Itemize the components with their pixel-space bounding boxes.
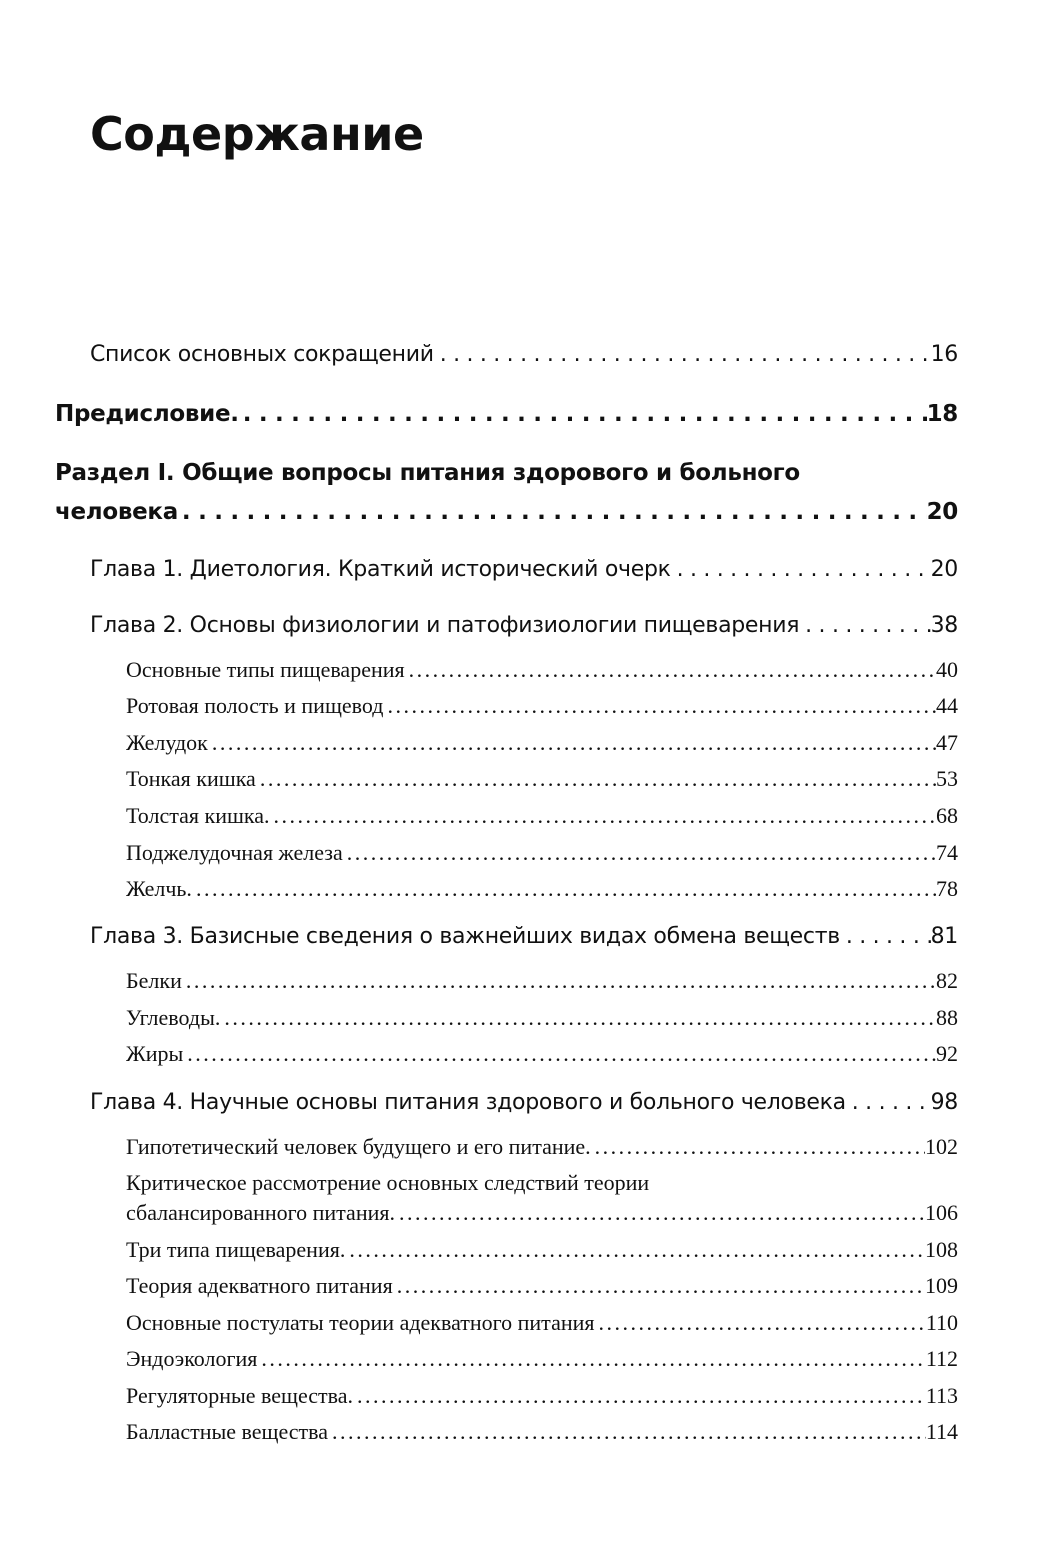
leader-dots (846, 1088, 931, 1118)
leader-dots (239, 398, 927, 430)
toc-entry-page: 106 (925, 1200, 958, 1225)
leader-dots (405, 655, 936, 685)
toc-subentry[interactable] (126, 966, 958, 996)
page-title: Содержание (90, 107, 424, 161)
toc-entry-page: 108 (925, 1237, 958, 1262)
toc-entry-label: Балластные вещества (126, 1419, 329, 1444)
toc-entry-page: 113 (925, 1383, 958, 1408)
toc-entry-label: человека (55, 499, 178, 525)
toc-entry-chapter-1[interactable] (90, 555, 958, 585)
toc-entry-label: Регуляторные вещества. (126, 1383, 354, 1408)
toc-subentry[interactable] (126, 874, 958, 904)
toc-entry-label: Глава 1. Диетология. Краткий исторический очерк (90, 557, 671, 582)
toc-entry-page: 44 (936, 693, 958, 718)
toc-entry-page: 16 (930, 342, 958, 367)
leader-dots (183, 1039, 936, 1069)
toc-entry-page: 109 (925, 1273, 958, 1298)
toc-entry-page: 53 (936, 766, 958, 791)
toc-entry-label: Тонкая кишка (126, 766, 256, 791)
leader-dots (671, 555, 931, 585)
toc-subentry[interactable] (126, 1344, 958, 1374)
toc-entry-chapter-4[interactable] (90, 1088, 958, 1118)
leader-dots (208, 728, 936, 758)
toc-subentry[interactable] (126, 728, 958, 758)
toc-subentry[interactable] (126, 1003, 958, 1033)
toc-entry-part1[interactable] (55, 496, 958, 528)
leader-dots (270, 801, 936, 831)
toc-entry-label: Три типа пищеварения. (126, 1237, 346, 1262)
toc-subentry[interactable] (126, 801, 958, 831)
toc-subentry[interactable] (126, 691, 958, 721)
toc-entry-label: Предисловие. (55, 401, 239, 427)
toc-part-title-line1[interactable]: Раздел I. Общие вопросы питания здорового и больного (55, 460, 800, 486)
leader-dots (840, 922, 931, 952)
toc-entry-abbreviations[interactable] (90, 340, 958, 370)
toc-entry-label: Желчь. (126, 876, 192, 901)
leader-dots (182, 966, 936, 996)
toc-entry-page: 20 (926, 499, 958, 525)
toc-entry-label: Поджелудочная железа (126, 840, 343, 865)
leader-dots (345, 1235, 925, 1265)
leader-dots (595, 1308, 926, 1338)
toc-entry-page: 82 (936, 968, 958, 993)
toc-subentry[interactable] (126, 1417, 958, 1447)
toc-entry-label: Ротовая полость и пищевод (126, 693, 384, 718)
toc-entry-label: Основные постулаты теории адекватного питания (126, 1310, 595, 1335)
toc-entry-page: 112 (925, 1346, 958, 1371)
toc-subentry[interactable] (126, 1039, 958, 1069)
toc-entry-page: 68 (936, 803, 958, 828)
toc-entry-page: 114 (925, 1419, 958, 1444)
toc-entry-label: Белки (126, 968, 182, 993)
toc-subentry-line1[interactable]: Критическое рассмотрение основных следствий теории (126, 1170, 650, 1195)
toc-subentry[interactable] (126, 655, 958, 685)
toc-entry-label: Основные типы пищеварения (126, 657, 405, 682)
toc-entry-label: Глава 4. Научные основы питания здорового и больного человека (90, 1090, 846, 1115)
leader-dots (220, 1003, 936, 1033)
leader-dots (395, 1198, 925, 1228)
leader-dots (383, 691, 936, 721)
toc-entry-label: Глава 3. Базисные сведения о важнейших видах обмена веществ (90, 924, 840, 949)
toc-subentry[interactable] (126, 1381, 958, 1411)
toc-entry-page: 81 (930, 924, 958, 949)
toc-subentry[interactable] (126, 1308, 958, 1338)
toc-entry-label: Глава 2. Основы физиологии и патофизиологии пищеварения (90, 613, 800, 638)
toc-entry-label: Толстая кишка. (126, 803, 270, 828)
toc-entry-page: 18 (926, 401, 958, 427)
toc-subentry[interactable] (126, 1235, 958, 1265)
toc-entry-page: 98 (930, 1090, 958, 1115)
toc-entry-chapter-2[interactable] (90, 611, 958, 641)
toc-subentry[interactable] (126, 838, 958, 868)
leader-dots (591, 1132, 925, 1162)
toc-entry-label: Желудок (126, 730, 208, 755)
leader-dots (192, 874, 936, 904)
toc-entry-page: 88 (936, 1005, 958, 1030)
toc-entry-page: 110 (925, 1310, 958, 1335)
toc-entry-label: Гипотетический человек будущего и его питание. (126, 1134, 591, 1159)
leader-dots (257, 1344, 925, 1374)
toc-entry-page: 47 (936, 730, 958, 755)
toc-entry-label: Углеводы. (126, 1005, 221, 1030)
toc-entry-label: Теория адекватного питания (126, 1273, 393, 1298)
toc-entry-preface[interactable] (55, 398, 958, 430)
toc-entry-page: 38 (930, 613, 958, 638)
toc-entry-page: 78 (936, 876, 958, 901)
toc-subentry[interactable] (126, 1132, 958, 1162)
leader-dots (353, 1381, 926, 1411)
toc-entry-page: 74 (936, 840, 958, 865)
toc-entry-page: 102 (925, 1134, 958, 1159)
toc-entry-page: 20 (930, 557, 958, 582)
leader-dots (434, 340, 931, 370)
leader-dots (799, 611, 930, 641)
toc-entry-page: 92 (936, 1041, 958, 1066)
toc-subentry[interactable] (126, 764, 958, 794)
toc-subentry[interactable] (126, 1271, 958, 1301)
leader-dots (343, 838, 936, 868)
toc-entry-page: 40 (936, 657, 958, 682)
toc-subentry[interactable] (126, 1198, 958, 1228)
toc-entry-label: Список основных сокращений (90, 342, 434, 367)
toc-entry-label: Эндоэкология (126, 1346, 258, 1371)
toc-entry-label: Жиры (126, 1041, 184, 1066)
toc-entry-label: сбалансированного питания. (126, 1200, 395, 1225)
leader-dots (393, 1271, 925, 1301)
leader-dots (328, 1417, 926, 1447)
toc-entry-chapter-3[interactable] (90, 922, 958, 952)
leader-dots (178, 496, 927, 528)
leader-dots (256, 764, 936, 794)
